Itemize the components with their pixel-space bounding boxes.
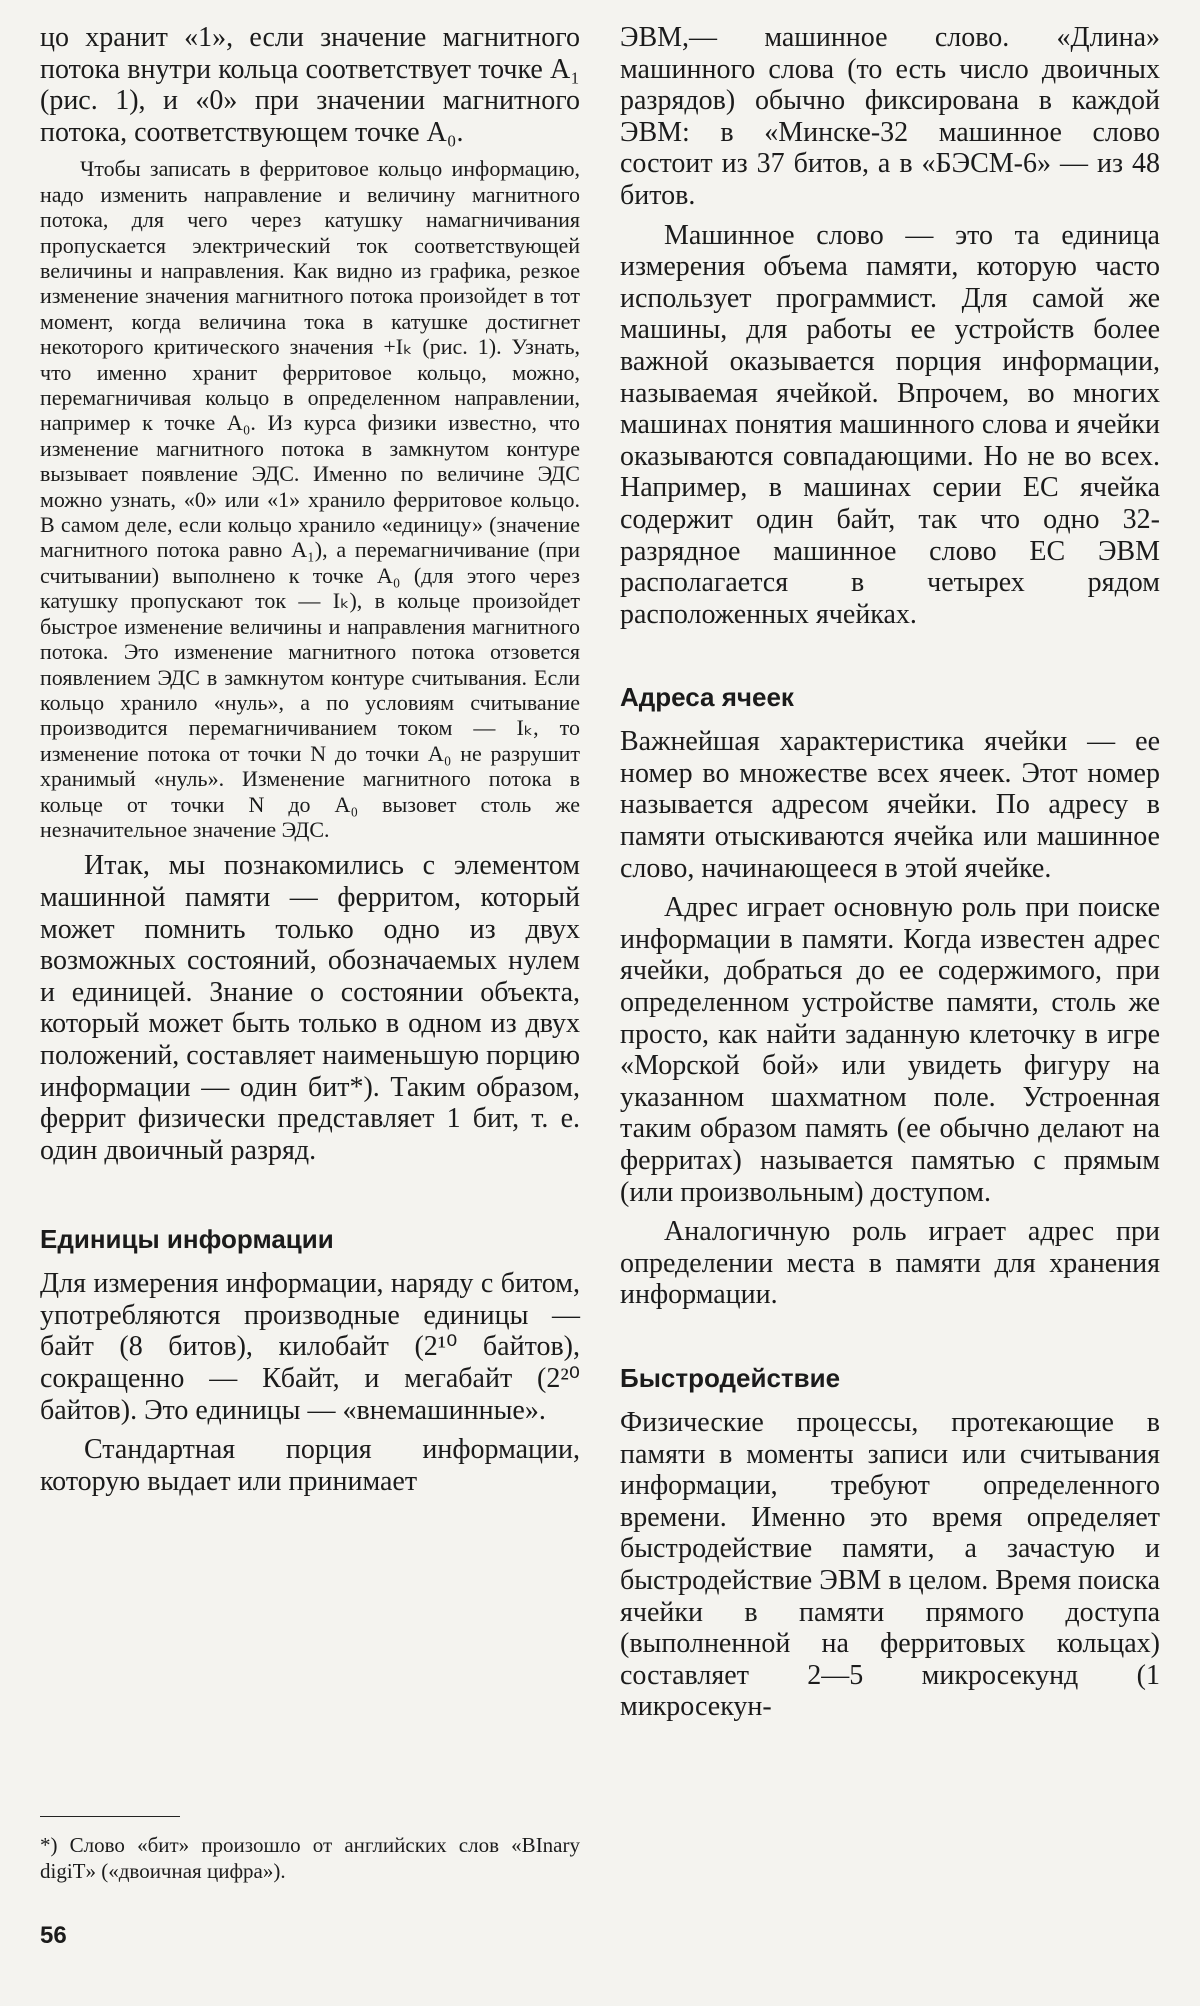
paragraph: Стандартная порция информации, которую выдает или принимает: [40, 1434, 580, 1497]
right-column: [620, 22, 1160, 1723]
paragraph: Адрес играет основную роль при поиске информации в памяти. Когда известен адрес ячейки, добраться до ее содержимого, при определенном устройстве памяти, столь же просто, как найти заданную клеточку в игре «Морской бой» или увидеть фигуру на указанном шахматном поле. Устроенная таким образом память (ее обычно делают на ферритах) называется памятью с прямым (или произвольным) доступом.: [620, 892, 1160, 1208]
paragraph: Машинное слово — это та единица измерения объема памяти, которую часто использует программист. Для самой же машины, для работы ее устройств более важной оказывается порция информации, называемая ячейкой. Впрочем, во многих машинах понятия машинного слова и ячейки оказываются совпадающими. Но не во всех. Например, в машинах серии ЕС ячейка содержит один байт, так что одно 32-разрядное машинное слово ЕС ЭВМ располагается в четырех рядом расположенных ячейках.: [620, 219, 1160, 630]
footnote: *) Слово «бит» произошло от английских слов «BInary digiT» («двоичная цифра»).: [40, 1833, 580, 1883]
section-heading: Адреса ячеек: [620, 682, 794, 713]
paragraph: Аналогичную роль играет адрес при определении места в памяти для хранения информации.: [620, 1216, 1160, 1311]
paragraph: Для измерения информации, наряду с битом, употребляются производные единицы — байт (8 битов), килобайт (2¹⁰ байтов), сокращенно — Кбайт, и мегабайт (2²⁰ байтов). Это единицы — «внемашинные».: [40, 1268, 580, 1426]
section-heading: Единицы информации: [40, 1224, 334, 1255]
paragraph: Итак, мы познакомились с элементом машинной памяти — ферритом, который может помнить только одно из двух возможных состояний, обозначаемых нулем и единицей. Знание о состоянии объекта, который может быть только в одном из двух положений, составляет наименьшую порцию информации — один бит*). Таким образом, феррит физически представляет 1 бит, т. е. один двоичный разряд.: [40, 850, 580, 1166]
paragraph: Важнейшая характеристика ячейки — ее номер во множестве всех ячеек. Этот номер называется адресом ячейки. По адресу в памяти отыскиваются ячейка или машинное слово, начинающееся в этой ячейке.: [620, 726, 1160, 884]
paragraph: цо хранит «1», если значение магнитного потока внутри кольца соответствует точке A₁ (рис. 1), и «0» при значении магнитного потока, соответствующем точке A₀.: [40, 22, 580, 148]
paragraph: ЭВМ,— машинное слово. «Длина» машинного слова (то есть число двоичных разрядов) обычно фиксирована в каждой ЭВМ: в «Минске-32 машинное слово состоит из 37 битов, а в «БЭСМ-6» — из 48 битов.: [620, 22, 1160, 211]
paragraph-small-print: Чтобы записать в ферритовое кольцо информацию, надо изменить направление и величину магнитного потока, для чего через катушку намагничивания пропускается электрический ток соответствующей величины и направления. Как видно из графика, резкое изменение значения магнитного потока произойдет в тот момент, когда величина тока в катушке достигнет некоторого критического значения +Iₖ (рис. 1). Узнать, что именно хранит ферритовое кольцо, можно, перемагничивая кольцо в определенном направлении, например к точке A₀. Из курса физики известно, что изменение магнитного потока в замкнутом контуре вызывает появление ЭДС. Именно по величине ЭДС можно узнать, «0» или «1» хранило ферритовое кольцо. В самом деле, если кольцо хранило «единицу» (значение магнитного потока равно A₁), а перемагничивание (при считывании) выполнено к точке A₀ (для этого через катушку пропускают ток — Iₖ), в кольце произойдет быстрое изменение величины и направления магнитного потока. Это изменение магнитного потока отзовется появлением ЭДС в замкнутом контуре считывания. Если кольцо хранило «нуль», а по условиям считывание производится перемагничиванием током — Iₖ, то изменение потока от точки N до точки A₀ не разрушит хранимый «нуль». Изменение магнитного потока в кольце от точки N до A₀ вызовет столь же незначительное значение ЭДС.: [40, 156, 580, 842]
footnote-divider: [40, 1816, 180, 1817]
left-column: [40, 22, 580, 1497]
paragraph: Физические процессы, протекающие в памяти в моменты записи или считывания информации, требуют определенного времени. Именно это время определяет быстродействие памяти, а зачастую и быстродействие ЭВМ в целом. Время поиска ячейки в памяти прямого доступа (выполненной на ферритовых кольцах) составляет 2—5 микросекунд (1 микросекун-: [620, 1406, 1160, 1723]
page-number: 56: [40, 1922, 67, 1949]
section-heading: Быстродействие: [620, 1362, 841, 1393]
